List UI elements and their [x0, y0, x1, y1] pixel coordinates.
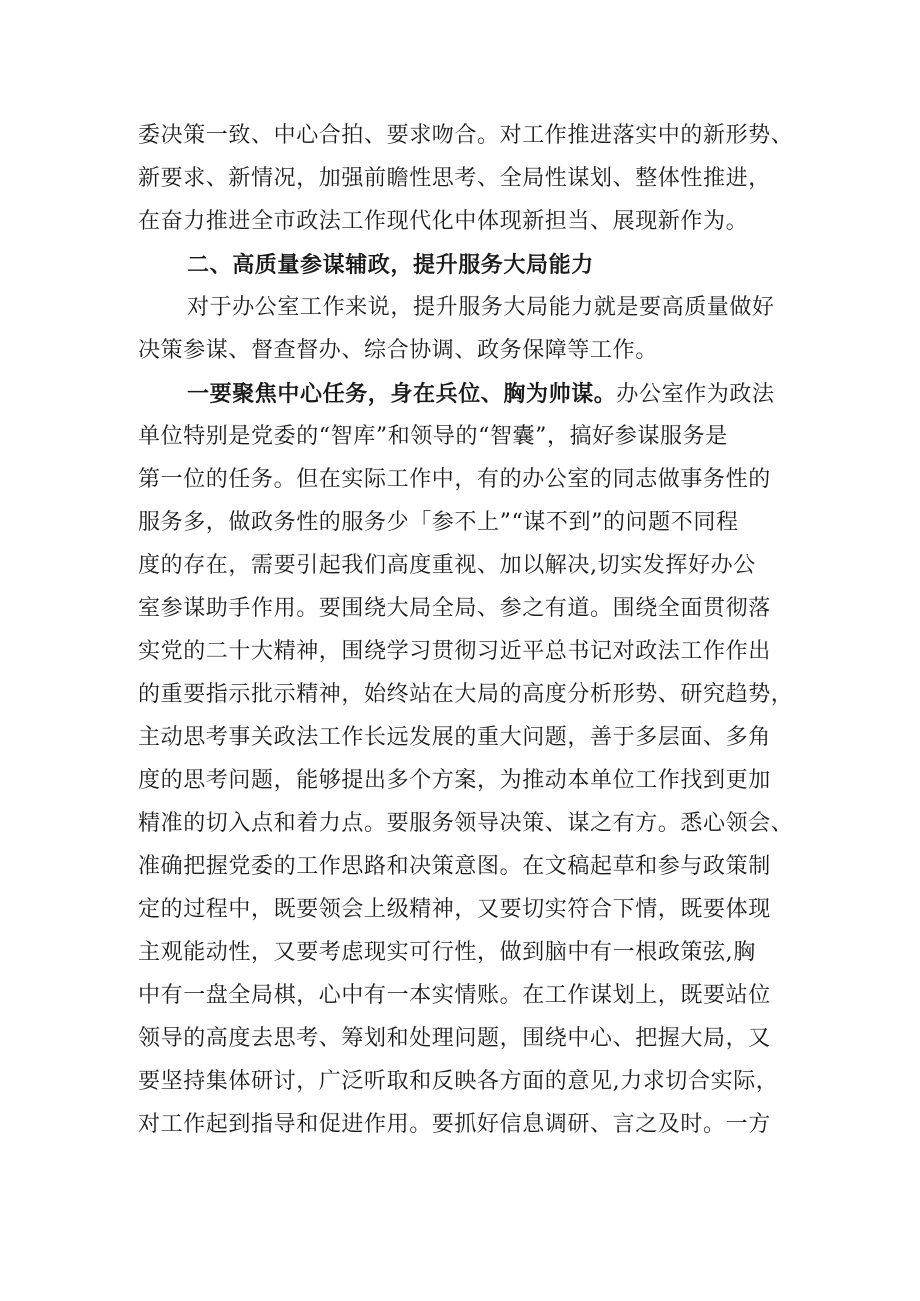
paragraph-text: 办公室作为政法	[616, 382, 775, 407]
paragraph-line: 定的过程中，既要领会上级精神，又要切实符合下情，既要体现	[138, 897, 771, 922]
paragraph-line: 度的思考问题，能够提出多个方案，为推动本单位工作找到更加	[138, 768, 771, 793]
paragraph-line: 中有一盘全局棋，心中有一本实情账。在工作谋划上，既要站位	[138, 983, 771, 1008]
paragraph-line: 服务多，做政务性的服务少「参不上”“谋不到”的问题不同程	[138, 510, 739, 535]
paragraph-line: 准确把握党委的工作思路和决策意图。在文稿起草和参与政策制	[138, 854, 771, 879]
paragraph-line: 决策参谋、督查督办、综合协调、政务保障等工作。	[138, 338, 658, 363]
paragraph-line	[187, 374, 775, 414]
paragraph-line: 室参谋助手作用。要围绕大局全局、参之有道。围绕全面贯彻落	[138, 596, 771, 621]
section-heading: 二、高质量参谋辅政，提升服务大局能力	[187, 252, 594, 278]
paragraph-line: 对于办公室工作来说，提升服务大局能力就是要高质量做好	[187, 295, 775, 320]
paragraph-line: 精准的切入点和着力点。要服务领导决策、谋之有方。悉心领会、	[138, 811, 794, 836]
paragraph-line: 在奋力推进全市政法工作现代化中体现新担当、展现新作为。	[138, 209, 749, 234]
paragraph-line: 的重要指示批示精神，始终站在大局的高度分析形势、研究趋势，	[138, 682, 794, 707]
paragraph-line: 对工作起到指导和促进作用。要抓好信息调研、言之及时。一方	[138, 1112, 771, 1137]
paragraph-line: 新要求、新情况，加强前瞻性思考、全局性谋划、整体性推进，	[138, 166, 771, 191]
paragraph-line: 单位特别是党委的“智库”和领导的“智囊”，搞好参谋服务是	[138, 424, 728, 449]
paragraph-lead: 一要聚焦中心任务，身在兵位、胸为帅谋。	[187, 381, 617, 407]
paragraph-line: 实党的二十大精神，围绕学习贯彻习近平总书记对政法工作作出	[138, 639, 771, 664]
paragraph-line: 度的存在，需要引起我们高度重视、加以解决,切实发挥好办公	[138, 553, 756, 578]
paragraph-line: 第一位的任务。但在实际工作中，有的办公室的同志做事务性的	[138, 467, 771, 492]
paragraph-line: 主动思考事关政法工作长远发展的重大问题，善于多层面、多角	[138, 725, 771, 750]
paragraph-line: 要坚持集体研讨，广泛听取和反映各方面的意见,力求切合实际，	[138, 1069, 779, 1094]
paragraph-line: 领导的高度去思考、筹划和处理问题，围绕中心、把握大局，又	[138, 1026, 771, 1051]
paragraph-line: 主观能动性，又要考虑现实可行性，做到脑中有一根政策弦,胸	[138, 940, 756, 965]
paragraph-line: 委决策一致、中心合拍、要求吻合。对工作推进落实中的新形势、	[138, 123, 794, 148]
